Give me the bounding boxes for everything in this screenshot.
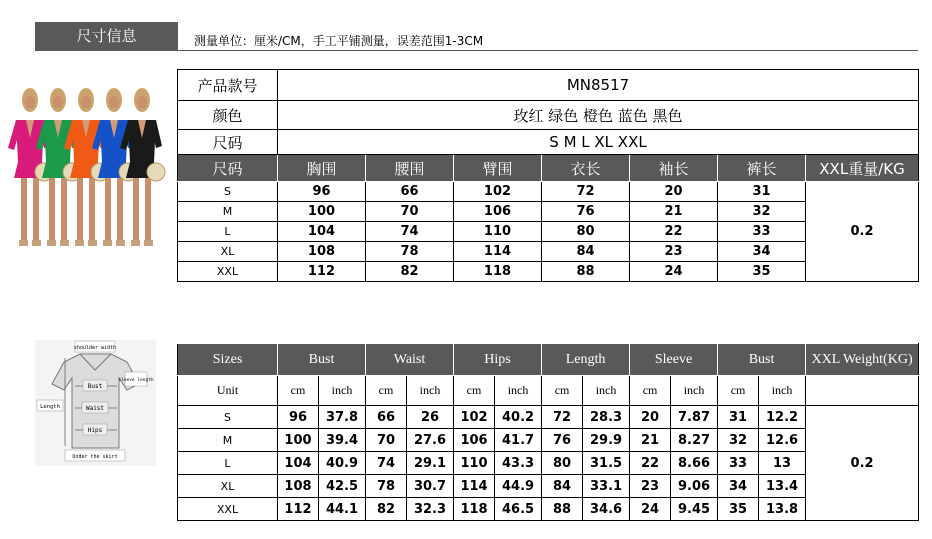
value-cell: 104	[278, 452, 319, 475]
unit-cell: inch	[583, 376, 630, 406]
weight-cell: 0.2	[806, 182, 919, 282]
value-cell: 118	[454, 262, 542, 282]
size-label: 尺码	[178, 130, 278, 155]
value-cell: 74	[366, 222, 454, 242]
value-cell: 44.1	[319, 498, 366, 521]
value-cell: 30.7	[407, 475, 454, 498]
value-cell: 21	[630, 202, 718, 222]
diagram-text-sleeve: sleeve length	[118, 378, 154, 383]
value-cell: 96	[278, 182, 366, 202]
product-label: 产品款号	[178, 70, 278, 101]
value-cell: 9.06	[671, 475, 718, 498]
value-cell: 9.45	[671, 498, 718, 521]
value-cell: 27.6	[407, 429, 454, 452]
value-cell: 33	[718, 452, 759, 475]
value-cell: 26	[407, 406, 454, 429]
value-cell: 31.5	[583, 452, 630, 475]
value-cell: 84	[542, 242, 630, 262]
measurement-diagram	[35, 340, 156, 466]
value-cell: 110	[454, 452, 495, 475]
column-header: 腰围	[366, 155, 454, 182]
value-cell: 37.8	[319, 406, 366, 429]
value-cell: 114	[454, 242, 542, 262]
column-header: Waist	[366, 344, 454, 376]
value-cell: 34	[718, 475, 759, 498]
measurement-note: 测量单位：厘米/CM，手工平铺测量，误差范围1-3CM	[194, 34, 484, 48]
unit-label: Unit	[178, 376, 278, 406]
value-cell: 76	[542, 429, 583, 452]
value-cell: 106	[454, 202, 542, 222]
color-value: 玫红 绿色 橙色 蓝色 黑色	[278, 101, 919, 130]
value-cell: 66	[366, 406, 407, 429]
value-cell: 23	[630, 242, 718, 262]
column-header: Bust	[278, 344, 366, 376]
value-cell: 23	[630, 475, 671, 498]
size-value: S M L XL XXL	[278, 130, 919, 155]
size-cell: L	[178, 452, 278, 475]
unit-cell: cm	[542, 376, 583, 406]
value-cell: 12.2	[759, 406, 806, 429]
column-header: 衣长	[542, 155, 630, 182]
value-cell: 22	[630, 222, 718, 242]
value-cell: 8.66	[671, 452, 718, 475]
column-header: 胸围	[278, 155, 366, 182]
unit-cell: cm	[366, 376, 407, 406]
value-cell: 102	[454, 182, 542, 202]
value-cell: 74	[366, 452, 407, 475]
value-cell: 70	[366, 429, 407, 452]
diagram-text-waist: Waist	[85, 405, 105, 412]
value-cell: 76	[542, 202, 630, 222]
value-cell: 46.5	[495, 498, 542, 521]
value-cell: 13.4	[759, 475, 806, 498]
unit-cell: inch	[407, 376, 454, 406]
value-cell: 112	[278, 262, 366, 282]
unit-cell: inch	[671, 376, 718, 406]
value-cell: 78	[366, 475, 407, 498]
value-cell: 43.3	[495, 452, 542, 475]
value-cell: 96	[278, 406, 319, 429]
table-row	[178, 406, 919, 429]
column-header: 尺码	[178, 155, 278, 182]
column-header: XXL Weight(KG)	[806, 344, 919, 376]
size-table-cn	[177, 69, 919, 282]
diagram-text-under: Under the skirt	[72, 454, 118, 460]
value-cell: 102	[454, 406, 495, 429]
column-header: 臂围	[454, 155, 542, 182]
product-photo	[8, 86, 175, 254]
value-cell: 80	[542, 222, 630, 242]
value-cell: 34	[718, 242, 806, 262]
value-cell: 82	[366, 498, 407, 521]
value-cell: 31	[718, 182, 806, 202]
value-cell: 114	[454, 475, 495, 498]
value-cell: 34.6	[583, 498, 630, 521]
diagram-text-bust: Bust	[87, 383, 103, 390]
value-cell: 21	[630, 429, 671, 452]
value-cell: 33.1	[583, 475, 630, 498]
weight-cell: 0.2	[806, 406, 919, 521]
value-cell: 13.8	[759, 498, 806, 521]
value-cell: 35	[718, 262, 806, 282]
value-cell: 106	[454, 429, 495, 452]
value-cell: 31	[718, 406, 759, 429]
value-cell: 78	[366, 242, 454, 262]
value-cell: 32.3	[407, 498, 454, 521]
value-cell: 88	[542, 262, 630, 282]
value-cell: 44.9	[495, 475, 542, 498]
product-value: MN8517	[278, 70, 919, 101]
unit-cell: inch	[759, 376, 806, 406]
value-cell: 24	[630, 498, 671, 521]
unit-cell: inch	[319, 376, 366, 406]
table-row	[178, 182, 919, 202]
header-divider	[178, 50, 918, 51]
value-cell: 32	[718, 429, 759, 452]
column-header: XXL重量/KG	[806, 155, 919, 182]
diagram-text-hips: Hips	[87, 427, 103, 434]
size-cell: XXL	[178, 262, 278, 282]
size-cell: S	[178, 406, 278, 429]
value-cell: 20	[630, 182, 718, 202]
value-cell: 100	[278, 429, 319, 452]
value-cell: 22	[630, 452, 671, 475]
table-header-row	[178, 344, 919, 376]
color-label: 颜色	[178, 101, 278, 130]
unit-cell: cm	[454, 376, 495, 406]
size-cell: XL	[178, 475, 278, 498]
size-cell: XXL	[178, 498, 278, 521]
size-cell: L	[178, 222, 278, 242]
value-cell: 118	[454, 498, 495, 521]
value-cell: 84	[542, 475, 583, 498]
value-cell: 72	[542, 406, 583, 429]
value-cell: 28.3	[583, 406, 630, 429]
value-cell: 20	[630, 406, 671, 429]
column-header: Hips	[454, 344, 542, 376]
value-cell: 40.2	[495, 406, 542, 429]
unit-cell: cm	[718, 376, 759, 406]
value-cell: 32	[718, 202, 806, 222]
value-cell: 41.7	[495, 429, 542, 452]
size-cell: XL	[178, 242, 278, 262]
value-cell: 104	[278, 222, 366, 242]
value-cell: 8.27	[671, 429, 718, 452]
value-cell: 88	[542, 498, 583, 521]
value-cell: 100	[278, 202, 366, 222]
column-header: 裤长	[718, 155, 806, 182]
column-header: 袖长	[630, 155, 718, 182]
value-cell: 24	[630, 262, 718, 282]
value-cell: 108	[278, 475, 319, 498]
value-cell: 29.9	[583, 429, 630, 452]
unit-cell: cm	[278, 376, 319, 406]
value-cell: 70	[366, 202, 454, 222]
value-cell: 12.6	[759, 429, 806, 452]
value-cell: 110	[454, 222, 542, 242]
value-cell: 82	[366, 262, 454, 282]
value-cell: 66	[366, 182, 454, 202]
section-title: 尺寸信息	[35, 22, 178, 51]
value-cell: 29.1	[407, 452, 454, 475]
value-cell: 13	[759, 452, 806, 475]
value-cell: 42.5	[319, 475, 366, 498]
value-cell: 80	[542, 452, 583, 475]
diagram-text-length: Length	[40, 404, 60, 410]
size-table-en	[177, 343, 919, 521]
value-cell: 108	[278, 242, 366, 262]
value-cell: 40.9	[319, 452, 366, 475]
value-cell: 72	[542, 182, 630, 202]
column-header: Bust	[718, 344, 806, 376]
value-cell: 35	[718, 498, 759, 521]
value-cell: 112	[278, 498, 319, 521]
value-cell: 33	[718, 222, 806, 242]
column-header: Sleeve	[630, 344, 718, 376]
unit-cell: inch	[495, 376, 542, 406]
column-header: Length	[542, 344, 630, 376]
size-cell: S	[178, 182, 278, 202]
value-cell: 7.87	[671, 406, 718, 429]
size-cell: M	[178, 429, 278, 452]
diagram-text-shoulder: shoulder width	[73, 345, 117, 351]
unit-cell: cm	[630, 376, 671, 406]
value-cell: 39.4	[319, 429, 366, 452]
unit-row	[178, 376, 919, 406]
table-header-row	[178, 155, 919, 182]
column-header: Sizes	[178, 344, 278, 376]
size-cell: M	[178, 202, 278, 222]
weight-header-blank	[806, 376, 919, 406]
